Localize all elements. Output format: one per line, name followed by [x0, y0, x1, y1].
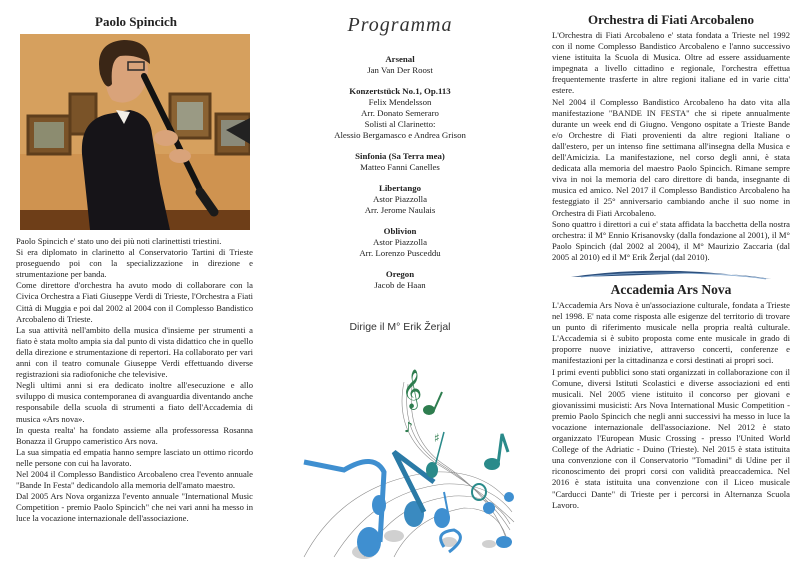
svg-text:♯: ♯	[434, 431, 440, 445]
portrait-photo	[20, 34, 250, 230]
decorative-swoosh-divider	[571, 268, 771, 280]
clarinettist-photo-illustration	[20, 34, 250, 230]
piece-line: Matteo Fanni Canelles	[360, 162, 440, 172]
piece-line: Felix Mendelsson	[368, 97, 432, 107]
academy-paragraph: I primi eventi pubblici sono stati organizzati in collaborazione con il Comune, diversi Istituti Scolastici e diverse associazioni ed enti musicali. Nel 2005 viene istituito il concorso per giovani e giovanissimi musicisti: Ars Nova International Music Competition - premio Paolo Spincich che negli anni successivi ha messo in luce la vocazione internazionale dell'associazione. Nel 2012 è stato organizzato l'European Music Crossing - presso l'United World College of the Adriatic - Duino (Trieste). Nel 2015 è stata istituita una convenzione con il Conservatorio "Tomadini" di Udine per il riconoscimento dei propri corsi con validità preaccademica. Nel 2016 è stata istituita una convenzione con il Liceo musicale "Carducci Dante" di Trieste per i percorsi in Alternanza Scuola Lavoro.	[552, 366, 790, 510]
programme-title: Programma	[347, 14, 453, 36]
piece-line: Jacob de Haan	[374, 280, 426, 290]
section-title-academy: Accademia Ars Nova	[610, 281, 732, 297]
bio-paragraph: La sua attività nell'ambito della musica d'insieme per strumenti a fiato è stata molto ampia sia dal punto di vista didattico che in quello della direzione e strumentazione di repertori. Ha collaborato per vari anni con il teatro comunale Giuseppe Verdi effettuando diverse registrazioni sia radiofoniche che televisive.	[16, 324, 253, 380]
programme-piece	[270, 54, 530, 76]
bio-paragraph: Negli ultimi anni si era dedicato inoltre all'esecuzione e allo sviluppo di musica contemporanea di avanguardia diventando anche responsabile della scuola di strumenti a fiato dell'Accademia di musica «Ars nova».	[16, 380, 253, 424]
piece-line: Arr. Donato Semeraro	[361, 108, 439, 118]
programme-piece	[270, 226, 530, 259]
bio-paragraph: Come direttore d'orchestra ha avuto modo di collaborare con la Civica Orchestra a Fiati Giuseppe Verdi di Trieste, l'Orchestra a Fiati Città di Muggia e poi dal 2002 al 2004 con il Complesso Bandistico Arcobaleno di Trieste.	[16, 280, 253, 324]
section-title-orchestra: Orchestra di Fiati Arcobaleno	[588, 12, 754, 27]
piece-title: Sinfonia (Sa Terra mea)	[355, 151, 445, 161]
piece-line: Jan Van Der Roost	[367, 65, 433, 75]
piece-line: Astor Piazzolla	[373, 194, 427, 204]
academy-text	[552, 300, 790, 511]
svg-text:♪: ♪	[404, 420, 413, 436]
music-notes-illustration	[284, 352, 524, 562]
piece-title: Konzertstück No.1, Op.113	[349, 86, 451, 96]
orchestra-paragraph: L'Orchestra di Fiati Arcobaleno e' stata fondata a Trieste nel 1992 con il nome Complesso Bandistico Arcobaleno e l'anno successivo viene istituita la Scuola di Musica. Oltre ad essere assiduamente impegnata a livello cittadino e regionale, l'orchestra effettua frequentemente trasferte in altre regioni italiane ed in varie citta' estere.	[552, 30, 790, 96]
biography-text	[16, 236, 256, 524]
right-column	[552, 0, 790, 511]
programme-piece	[270, 269, 530, 291]
left-column	[16, 0, 256, 524]
bio-paragraph: La sua simpatia ed empatia hanno sempre lasciato un ottimo ricordo nelle persone con cui ha lavorato.	[16, 446, 253, 468]
academy-paragraph: L'Accademia Ars Nova è un'associazione culturale, fondata a Trieste nel 1998. E' nata come risposta alle esigenze del territorio di trovare un punto di riferimento musicale nella propria realtà culturale. L'Accademia si è subito proposta come ente musicale in grado di proporre nuove iniziative, attraverso concerti, conferenze e manifestazioni per la cittadinanza e corsi destinati ai propri soci.	[552, 299, 790, 366]
bio-paragraph: Si era diplomato in clarinetto al Conservatorio Tartini di Trieste proseguendo poi con la specializzazione in direzione e strumentazione per banda.	[16, 247, 253, 280]
programme-piece	[270, 151, 530, 173]
programme-piece	[270, 183, 530, 216]
bio-paragraph: Dal 2005 Ars Nova organizza l'evento annuale "International Music Competition - premio Paolo Spincich" che nei vari anni ha messo in luce la vocazione internazionale dell'associazione.	[16, 491, 253, 524]
piece-line: Arr. Jerome Naulais	[364, 205, 436, 215]
bio-paragraph: Paolo Spincich e' stato uno dei più noti clarinettisti triestini.	[16, 236, 222, 246]
piece-line: Arr. Lorenzo Pusceddu	[359, 248, 441, 258]
orchestra-paragraph: Nel 2004 il Complesso Bandistico Arcobaleno ha dato vita alla manifestazione "BANDE IN FESTA" che si ripete annualmente durante un week end di Giugno. Vengono ospitate a Trieste Bande e/o Orchestre di Fiati provenienti da altre regioni Italiane o dall'estero, per un intenso fine settimana all'insegna della Musica e dell'Amicizia. La manifestazione, nel corso degli anni, è stata dedicata alla memoria del maestro Paolo Spincich. Rimane sempre viva in noi la memoria del caro direttore di banda, insegnante di musica ed amico. Nel 2017 il Complesso Bandistico Arcobaleno ha festeggiato il 25° anniversario cambiando anche il suo nome in Orchestra di Fiati Arcobaleno.	[552, 96, 790, 218]
section-title-paolo-spincich: Paolo Spincich	[95, 14, 177, 29]
middle-column	[270, 0, 530, 333]
piece-title: Arsenal	[385, 54, 415, 64]
piece-title: Oregon	[385, 269, 415, 279]
bio-paragraph: In questa realta' ha fondato assieme alla professoressa Rosanna Bonazza il Gruppo cameristico Ars nova.	[16, 424, 253, 446]
piece-title: Oblivion	[383, 226, 417, 236]
treble-clef-and-green-notes	[402, 369, 442, 445]
programme-piece	[270, 86, 530, 141]
orchestra-text	[552, 30, 790, 263]
piece-title: Libertango	[378, 183, 422, 193]
treble-clef-icon: 𝄞	[402, 369, 423, 409]
piece-line: Alessio Bergamasco e Andrea Grison	[334, 130, 466, 140]
conductor-line: Dirige il M° Erik Žerjal	[349, 321, 451, 333]
piece-line: Astor Piazzolla	[373, 237, 427, 247]
bio-paragraph: Nel 2004 il Complesso Bandistico Arcobaleno crea l'evento annuale "Bande In Festa" dedicandolo alla memoria dell'amato maestro.	[16, 468, 253, 491]
piece-line: Solisti al Clarinetto:	[364, 119, 436, 129]
blue-notes	[304, 452, 514, 557]
orchestra-paragraph: Sono quattro i direttori a cui e' stata affidata la bacchetta della nostra orchestra: il M° Ennio Krisanovsky (dalla fondazione al 2001), il M° Paolo Spincich (dal 2002 al 2004), il M° Maurizio Zaccaria (dal 2005 al 2010) ed il M° Erik Žerjal (dal 2010).	[552, 218, 790, 262]
